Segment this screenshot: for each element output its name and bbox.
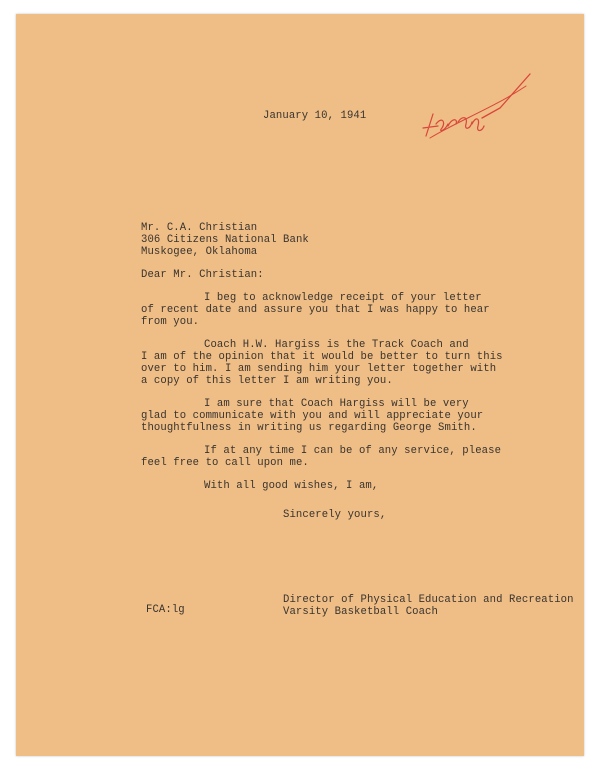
body-line: a copy of this letter I am writing you. [141, 375, 393, 387]
body-line: glad to communicate with you and will appreciate your [141, 410, 484, 422]
body-line: thoughtfulness in writing us regarding George Smith. [141, 422, 477, 434]
body-line: I am sure that Coach Hargiss will be very [204, 398, 469, 410]
handwritten-annotation [418, 66, 548, 146]
signature-title-line: Director of Physical Education and Recreation [283, 594, 574, 606]
body-line: With all good wishes, I am, [204, 480, 379, 492]
body-line: over to him. I am sending him your letter together with [141, 363, 497, 375]
salutation: Dear Mr. Christian: [141, 269, 264, 281]
body-line: from you. [141, 316, 200, 328]
signature-title-line: Varsity Basketball Coach [283, 606, 438, 618]
letter-date: January 10, 1941 [263, 110, 367, 122]
body-line: I beg to acknowledge receipt of your letter [204, 292, 482, 304]
body-line: I am of the opinion that it would be better to turn this [141, 351, 503, 363]
recipient-city: Muskogee, Oklahoma [141, 246, 258, 258]
letter-page [16, 14, 584, 756]
body-line: If at any time I can be of any service, please [204, 445, 502, 457]
handwritten-hargiss-check-mark [418, 66, 548, 146]
body-line: Coach H.W. Hargiss is the Track Coach and [204, 339, 469, 351]
recipient-street: 306 Citizens National Bank [141, 234, 309, 246]
typist-initials: FCA:lg [146, 604, 185, 616]
body-line: of recent date and assure you that I was happy to hear [141, 304, 490, 316]
recipient-name: Mr. C.A. Christian [141, 222, 258, 234]
body-line: feel free to call upon me. [141, 457, 309, 469]
closing: Sincerely yours, [283, 509, 387, 521]
